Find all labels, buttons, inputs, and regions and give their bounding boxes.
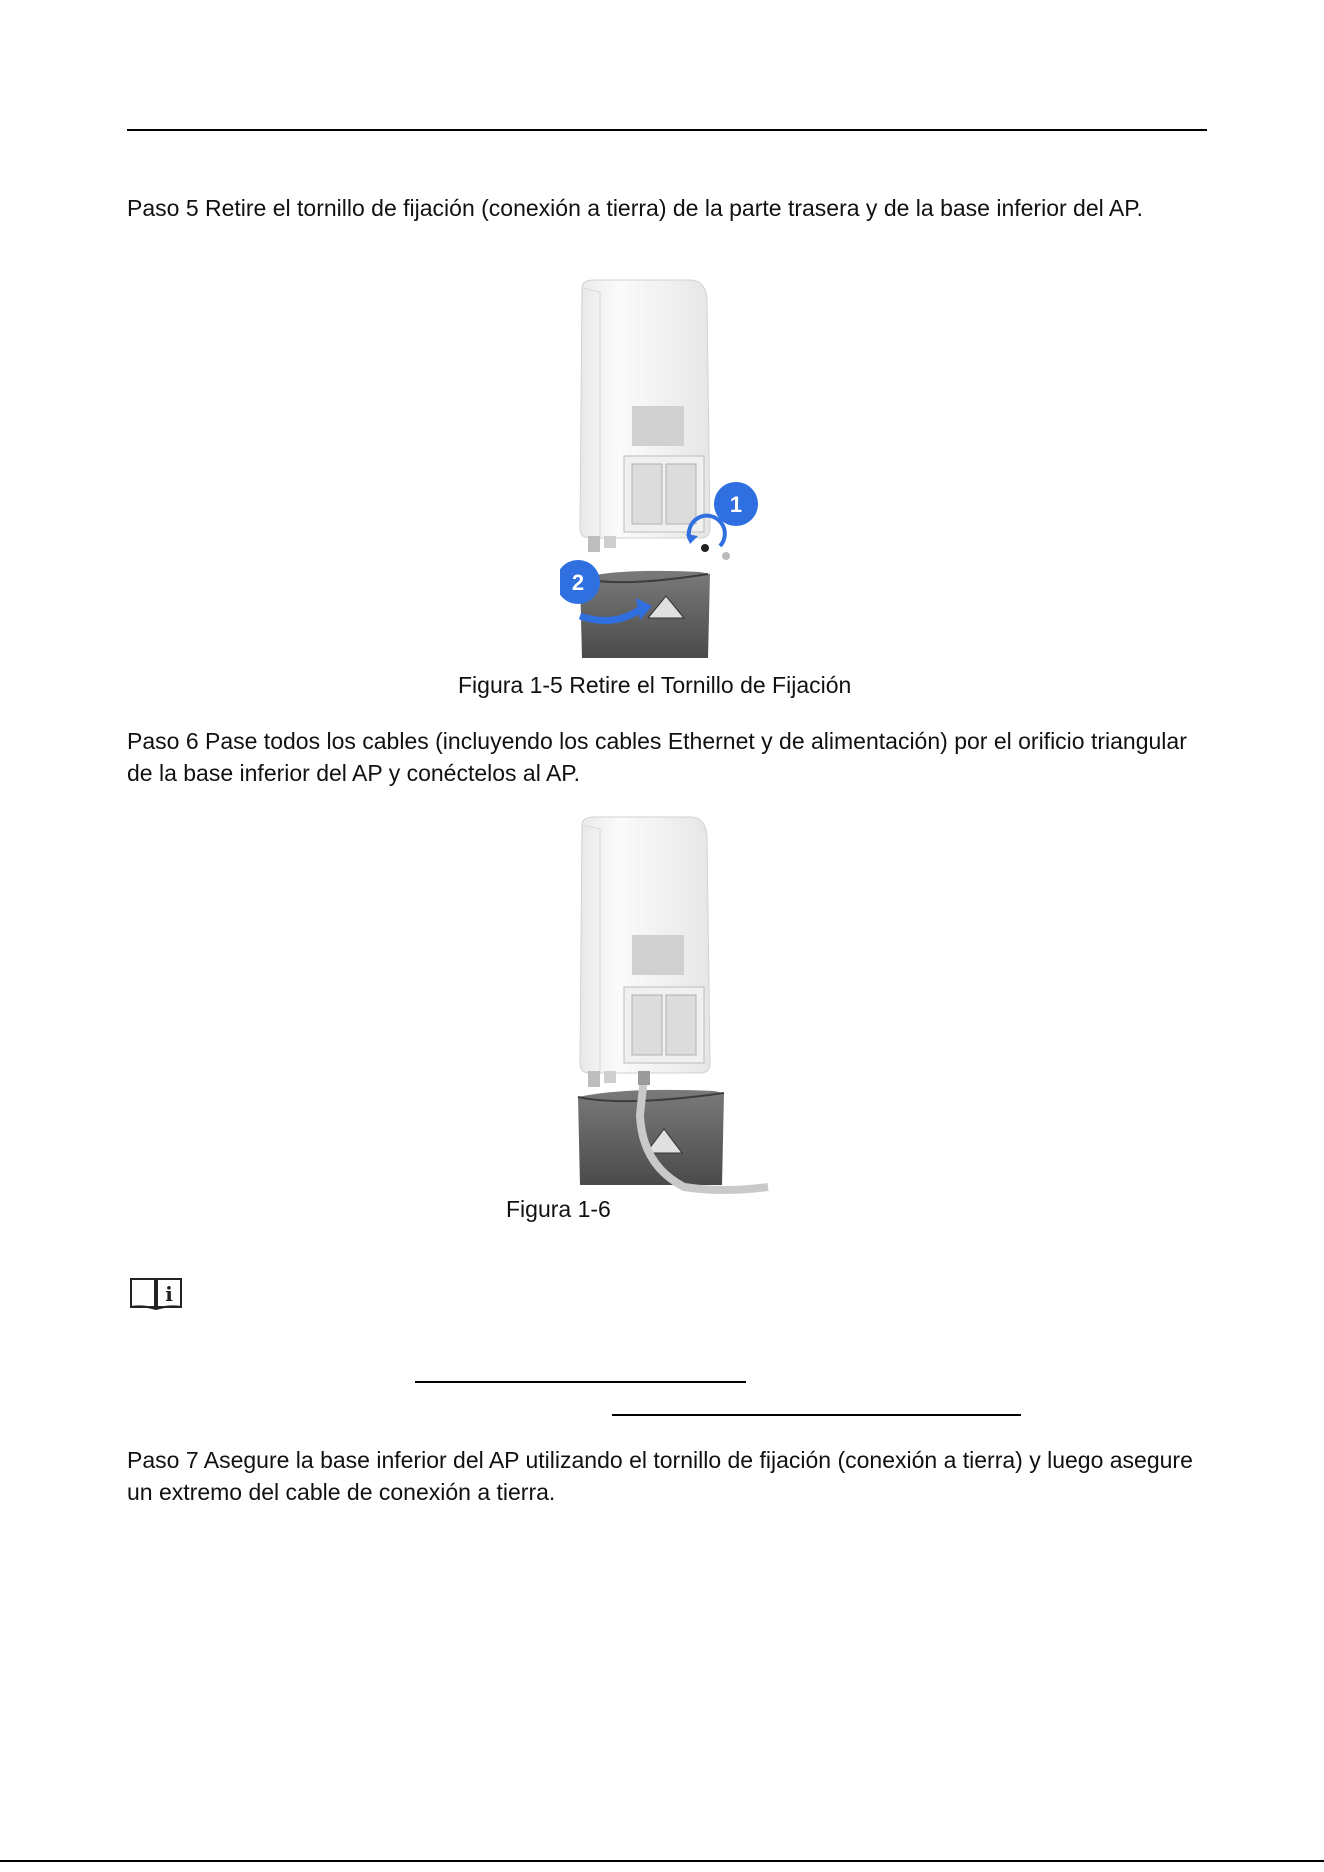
footer-rule [0,1860,1324,1862]
svg-text:i: i [165,1282,173,1306]
step-marker-1-label: 1 [729,492,743,517]
step-marker-2-label: 2 [571,570,585,595]
figure-1-5-illustration [560,278,780,663]
step-6-text: Paso 6 Pase todos los cables (incluyendo los cables Ethernet y de alimentación) por el orificio triangular de la base inferior del AP y conéctelos al AP. [127,728,1187,786]
note-link-underline-2[interactable] [612,1414,1021,1416]
header-rule [127,129,1207,131]
note-link-underline-1[interactable] [415,1381,746,1383]
figure-1-6-caption: Figura 1-6 [506,1196,611,1222]
figure-1-6-illustration [574,815,784,1195]
figure-1-5-caption: Figura 1-5 Retire el Tornillo de Fijación [458,672,852,698]
info-book-icon [127,1275,187,1311]
step-7-text: Paso 7 Asegure la base inferior del AP utilizando el tornillo de fijación (conexión a tierra) y luego asegure un extremo del cable de conexión a tierra. [127,1447,1193,1505]
step-5-text: Paso 5 Retire el tornillo de fijación (conexión a tierra) de la parte trasera y de la base inferior del AP. [127,195,1143,221]
